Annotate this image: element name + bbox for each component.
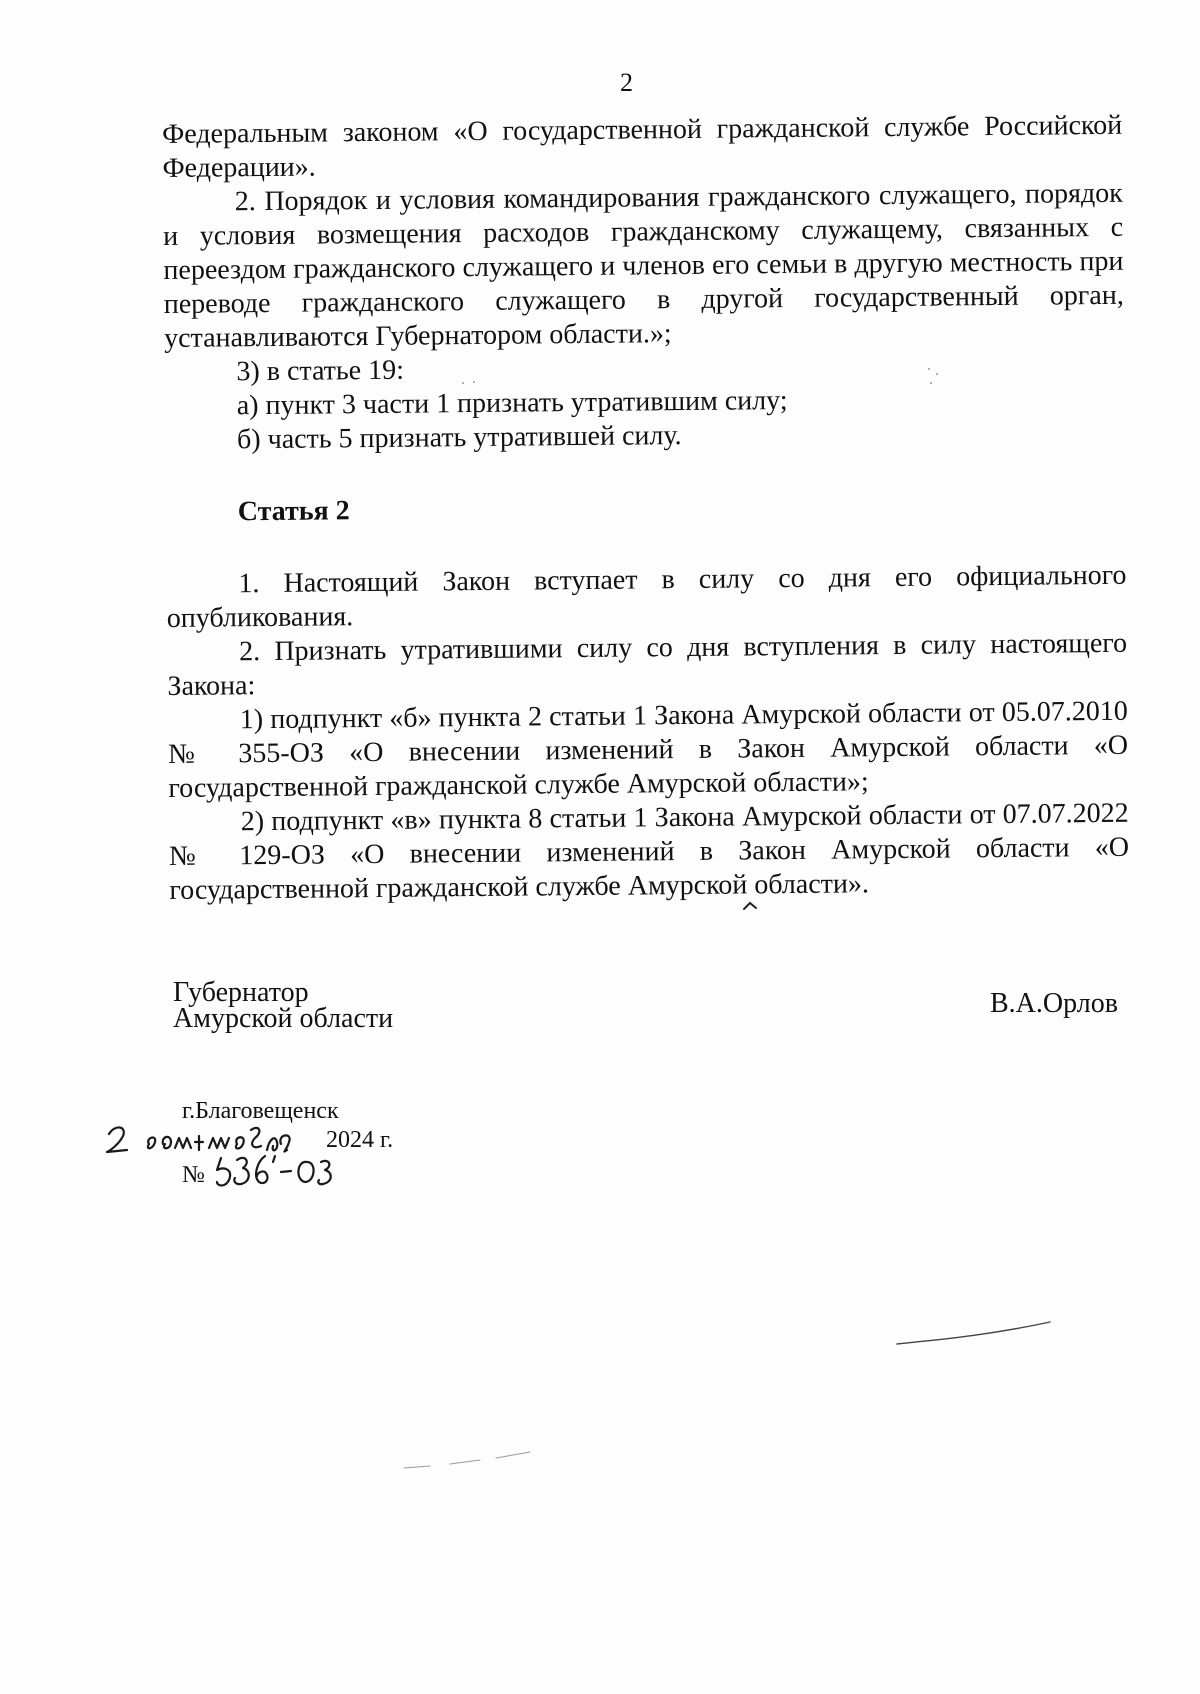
paragraph-item-3: 3) в статье 19: [236,354,405,388]
scan-noise-mark [400,1448,540,1474]
signatory-title-line-2: Амурской области [173,1003,394,1034]
paragraph-item-2: 2. Порядок и условия командирования гражданского служащего, порядок и условия возмещения расходов гражданскому служащему, связанных с переездом гражданского служащего и членов его семьи в другую местность при переводе гражданского служащего в другой государственный орган, устанавливаются Губернатором области.»; [162,177,1124,354]
article-2-paragraph-1: 1. Настоящий Закон вступает в силу со дня его официального опубликования. [166,559,1127,634]
place-of-signing: г.Благовещенск [182,1098,339,1124]
document-body [162,109,1130,908]
scan-speck-mark [925,365,945,389]
article-2-subitem-1: 1) подпункт «б» пункта 2 статьи 1 Закона Амурской области от 05.07.2010 № 355-ОЗ «О внесении изменений в Закон Амурской области «О государственной гражданской службе Амурской области»; [167,695,1129,804]
handwritten-law-number [215,1148,335,1194]
subitem-b: б) часть 5 признать утратившей силу. [236,420,682,456]
subitem-a: а) пункт 3 части 1 признать утратившим силу; [236,385,788,422]
article-2-paragraph-2: 2. Признать утратившими силу со дня вступления в силу настоящего Закона: [167,627,1128,702]
article-2-heading: Статья 2 [237,495,350,528]
scan-speck-mark-2 [460,378,480,388]
paragraph-continuation: Федеральным законом «О государственной гражданской службе Российской Федерации». [162,109,1123,184]
signature-stroke-mark [895,1318,1055,1348]
article-2-subitem-2: 2) подпункт «в» пункта 8 статьи 1 Закона Амурской области от 07.07.2022 № 129-ОЗ «О внесении изменений в Закон Амурской области «О государственной гражданской службе Амурской области». [168,797,1130,906]
page-number: 2 [620,68,633,97]
signatory-title [173,977,394,1034]
number-label: № [182,1162,205,1188]
signatory-name: В.А.Орлов [990,988,1118,1019]
scan-dot-mark [742,900,758,912]
signatory-title-line-1: Губернатор [173,977,309,1008]
date-year: 2024 г. [326,1127,394,1153]
